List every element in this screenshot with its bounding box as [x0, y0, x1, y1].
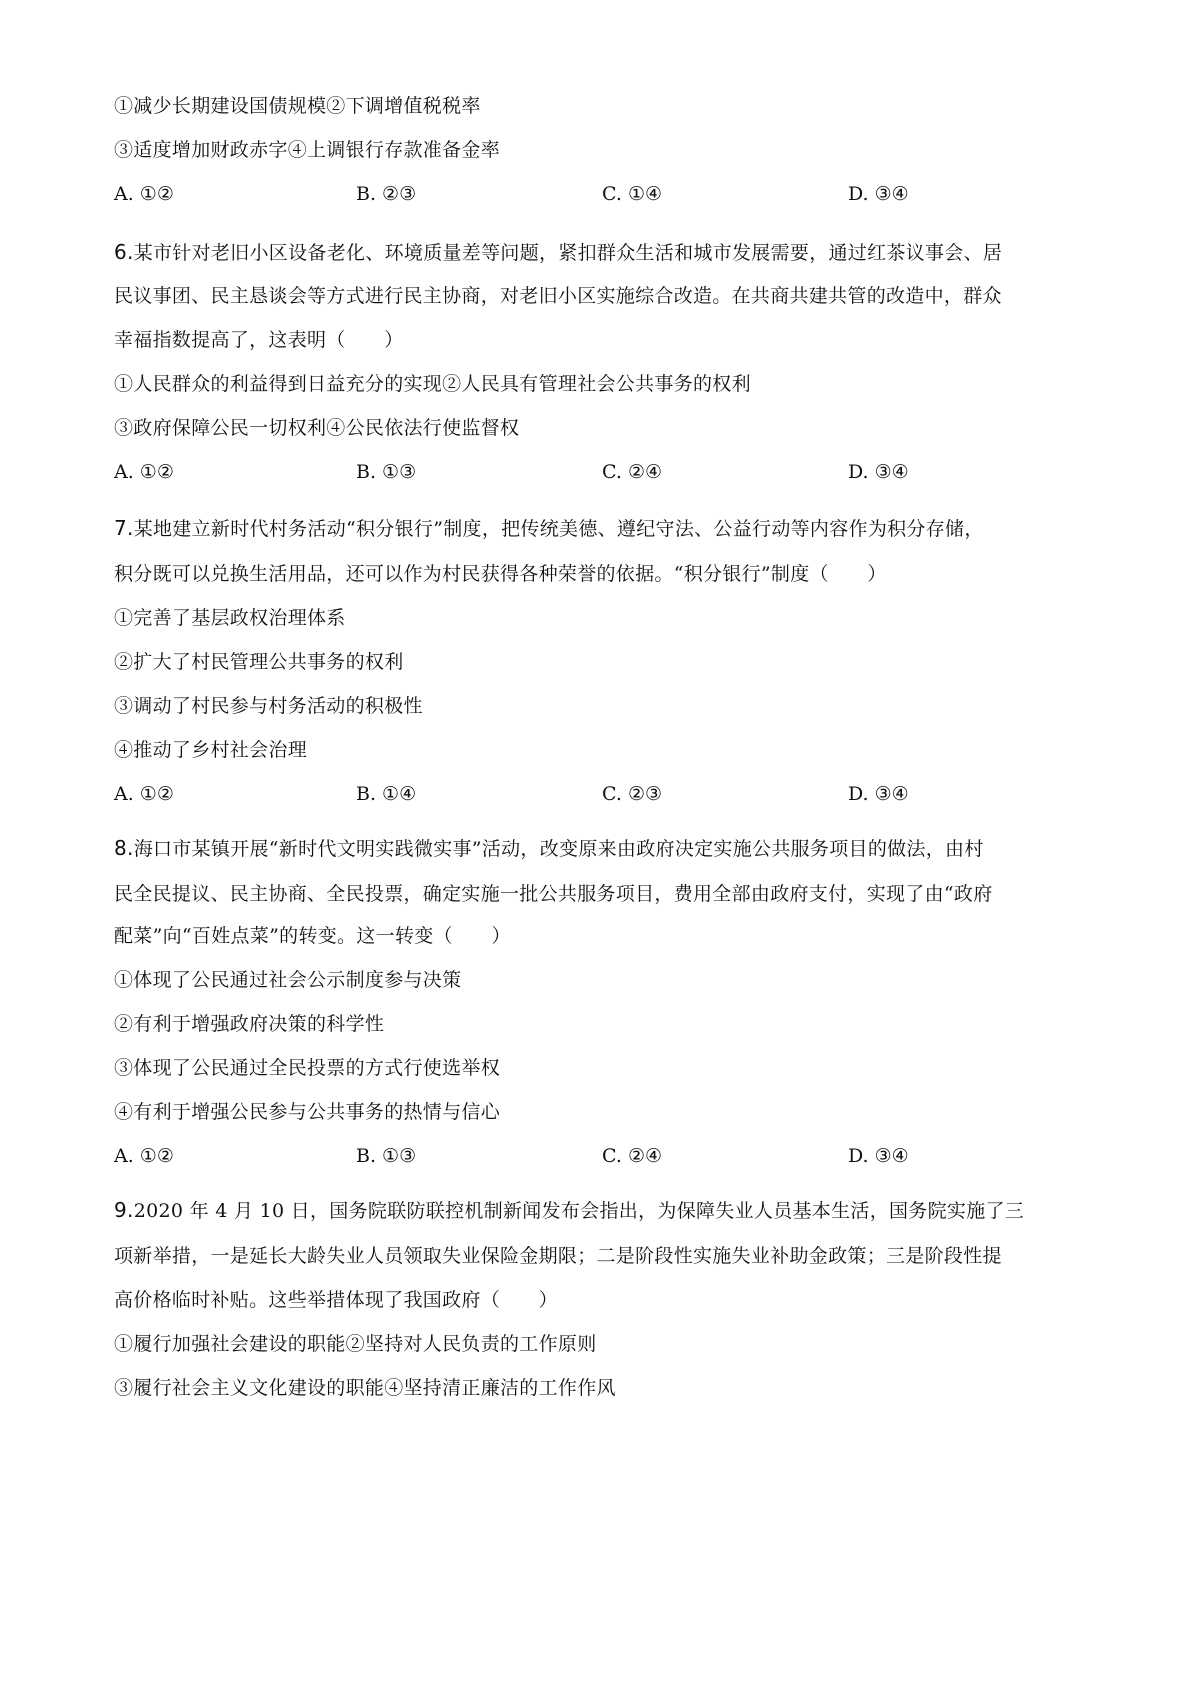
q7-option-2: ②扩大了村民管理公共事务的权利: [114, 651, 404, 673]
q7-choices: [114, 780, 1104, 808]
q7-option-3: ③调动了村民参与村务活动的积极性: [114, 695, 423, 717]
q6-stem-line-2: 民议事团、民主恳谈会等方式进行民主协商，对老旧小区实施综合改造。在共商共建共管的改造中，群众: [114, 285, 1002, 307]
q8-option-4: ④有利于增强公民参与公共事务的热情与信心: [114, 1101, 501, 1123]
q8-option-3: ③体现了公民通过全民投票的方式行使选举权: [114, 1057, 501, 1079]
q6-choice-c: C. ②④: [602, 461, 663, 483]
q5-options-line-2: ③适度增加财政赤字④上调银行存款准备金率: [114, 139, 501, 161]
q7-number: 7.: [114, 516, 134, 540]
q8-stem-line-1: [114, 834, 1104, 863]
q8-option-2: ②有利于增强政府决策的科学性: [114, 1013, 385, 1035]
q9-number: 9.: [114, 1198, 134, 1222]
q8-choice-b: B. ①③: [356, 1145, 417, 1167]
q6-choice-d: D. ③④: [848, 461, 909, 483]
q7-option-4: ④推动了乡村社会治理: [114, 739, 308, 761]
q5-choice-b: B. ②③: [356, 183, 417, 205]
q7-choice-c: C. ②③: [602, 783, 663, 805]
q6-choices: [114, 458, 1104, 486]
q7-choice-a: A. ①②: [114, 783, 174, 805]
q9-options-line-1: ①履行加强社会建设的职能②坚持对人民负责的工作原则: [114, 1333, 597, 1355]
q8-option-1: ①体现了公民通过社会公示制度参与决策: [114, 969, 462, 991]
q7-option-1: ①完善了基层政权治理体系: [114, 607, 346, 629]
q6-options-line-2: ③政府保障公民一切权利④公民依法行使监督权: [114, 417, 520, 439]
q7-choice-d: D. ③④: [848, 783, 909, 805]
q7-stem-line-1: [114, 514, 1104, 543]
q6-stem-text-1: 某市针对老旧小区设备老化、环境质量差等问题，紧扣群众生活和城市发展需要，通过红茶议事会、居: [133, 242, 1003, 264]
q6-choice-b: B. ①③: [356, 461, 417, 483]
q5-choice-c: C. ①④: [602, 183, 663, 205]
q7-stem-line-2: 积分既可以兑换生活用品，还可以作为村民获得各种荣誉的依据。“积分银行”制度（ ）: [114, 563, 887, 585]
q9-stem-text-1: 2020 年 4 月 10 日，国务院联防联控机制新闻发布会指出，为保障失业人员基本生活，国务院实施了三: [133, 1200, 1025, 1222]
q9-stem-line-3: 高价格临时补贴。这些举措体现了我国政府（ ）: [114, 1289, 558, 1311]
q7-choice-b: B. ①④: [356, 783, 417, 805]
q7-stem-text-1: 某地建立新时代村务活动“积分银行”制度，把传统美德、遵纪守法、公益行动等内容作为积分存储，: [133, 518, 984, 540]
q8-number: 8.: [114, 836, 134, 860]
q8-stem-line-2: 民全民提议、民主协商、全民投票，确定实施一批公共服务项目，费用全部由政府支付，实现了由“政府: [114, 883, 993, 905]
q8-stem-line-3: 配菜”向“百姓点菜”的转变。这一转变（ ）: [114, 925, 511, 947]
q9-options-line-2: ③履行社会主义文化建设的职能④坚持清正廉洁的工作作风: [114, 1377, 616, 1399]
q6-stem-line-1: [114, 238, 1104, 267]
q9-stem-line-2: 项新举措，一是延长大龄失业人员领取失业保险金期限；二是阶段性实施失业补助金政策；三是阶段性提: [114, 1245, 1002, 1267]
q5-choices: [114, 180, 1104, 208]
q8-stem-text-1: 海口市某镇开展“新时代文明实践微实事”活动，改变原来由政府决定实施公共服务项目的做法，由村: [133, 838, 984, 860]
q8-choice-a: A. ①②: [114, 1145, 174, 1167]
q8-choice-d: D. ③④: [848, 1145, 909, 1167]
q5-choice-d: D. ③④: [848, 183, 909, 205]
q6-choice-a: A. ①②: [114, 461, 174, 483]
q6-number: 6.: [114, 240, 134, 264]
q8-choices: [114, 1142, 1104, 1170]
q5-options-line-1: ①减少长期建设国债规模②下调增值税税率: [114, 95, 481, 117]
q6-stem-line-3: 幸福指数提高了，这表明（ ）: [114, 329, 404, 351]
q5-choice-a: A. ①②: [114, 183, 174, 205]
q9-stem-line-1: [114, 1196, 1104, 1225]
q8-choice-c: C. ②④: [602, 1145, 663, 1167]
q6-options-line-1: ①人民群众的利益得到日益充分的实现②人民具有管理社会公共事务的权利: [114, 373, 751, 395]
